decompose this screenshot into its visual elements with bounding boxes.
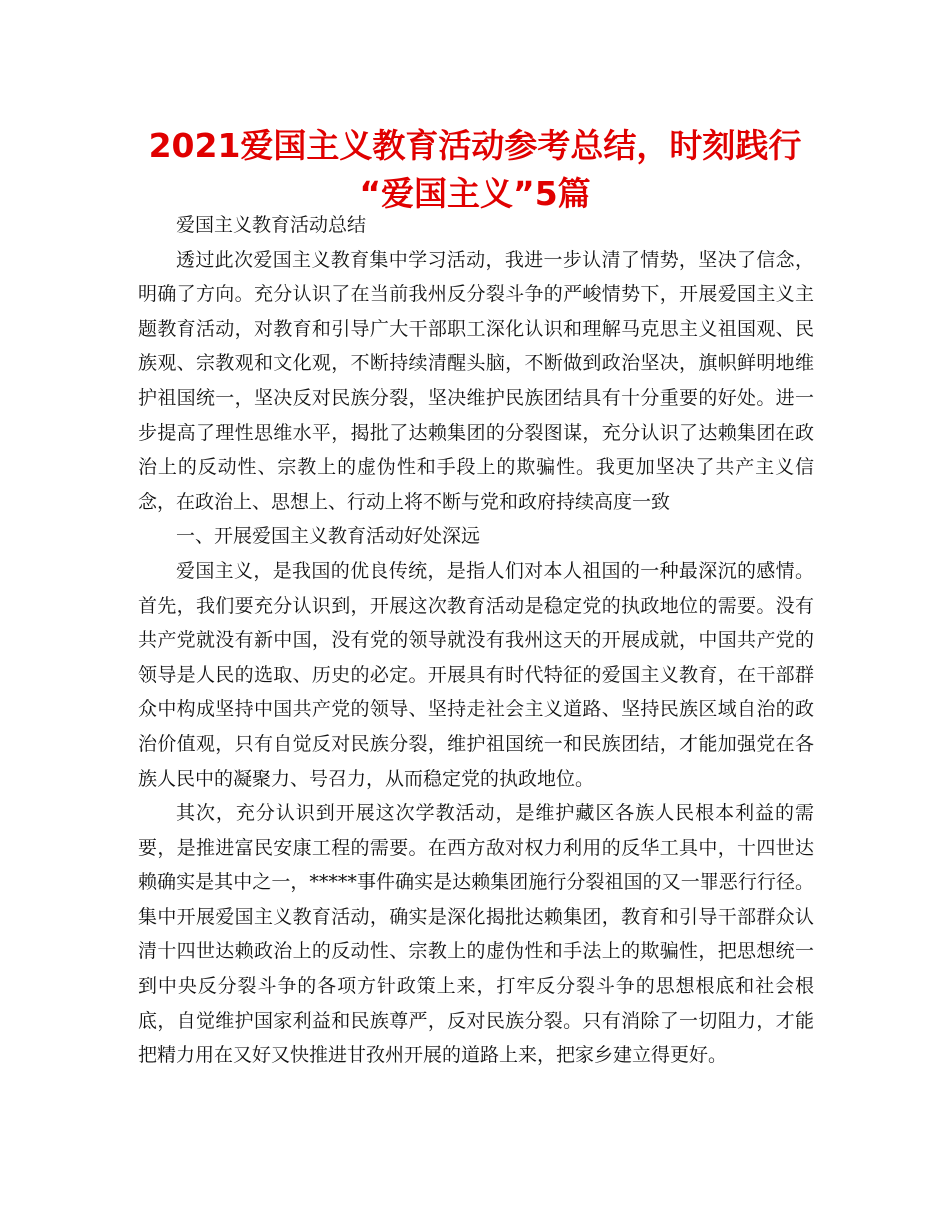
- title-line-2: “爱国主义”5篇: [359, 174, 591, 213]
- body-paragraph: 透过此次爱国主义教育集中学习活动，我进一步认清了情势，坚决了信念，明确了方向。充分认识了在当前我州反分裂斗争的严峻情势下，开展爱国主义主题教育活动，对教育和引导广大干部职工深化认识和理解马克思主义祖国观、民族观、宗教观和文化观，不断持续清醒头脑，不断做到政治坚决，旗帜鲜明地维护祖国统一，坚决反对民族分裂，坚决维护民族团结具有十分重要的好处。进一步提高了理性思维水平，揭批了达赖集团的分裂图谋，充分认识了达赖集团在政治上的反动性、宗教上的虚伪性和手段上的欺骗性。我更加坚决了共产主义信念，在政治上、思想上、行动上将不断与党和政府持续高度一致: [138, 248, 814, 513]
- body-paragraph: 爱国主义，是我国的优良传统，是指人们对本人祖国的一种最深沉的感情。首先，我们要充分认识到，开展这次教育活动是稳定党的执政地位的需要。没有共产党就没有新中国，没有党的领导就没有我州这天的开展成就，中国共产党的领导是人民的选取、历史的必定。开展具有时代特征的爱国主义教育，在干部群众中构成坚持中国共产党的领导、坚持走社会主义道路、坚持民族区域自治的政治价值观，只有自觉反对民族分裂，维护祖国统一和民族团结，才能加强党在各族人民中的凝聚力、号召力，从而稳定党的执政地位。: [138, 559, 814, 790]
- title-line-1: 2021爱国主义教育活动参考总结，时刻践行: [148, 126, 802, 165]
- section-heading: 一、开展爱国主义教育活动好处深远: [176, 525, 481, 548]
- document-title: [120, 122, 830, 218]
- body-paragraph: 其次，充分认识到开展这次学教活动，是维护藏区各族人民根本利益的需要，是推进富民安康工程的需要。在西方敌对权力利用的反华工具中，十四世达赖确实是其中之一，*****事件确实是达赖集团施行分裂祖国的又一罪恶行行径。集中开展爱国主义教育活动，确实是深化揭批达赖集团，教育和引导干部群众认清十四世达赖政治上的反动性、宗教上的虚伪性和手法上的欺骗性，把思想统一到中央反分裂斗争的各项方针政策上来，打牢反分裂斗争的思想根底和社会根底，自觉维护国家利益和民族尊严，反对民族分裂。只有消除了一切阻力，才能把精力用在又好又快推进甘孜州开展的道路上来，把家乡建立得更好。: [138, 802, 814, 1067]
- document-body: [138, 208, 814, 1073]
- subtitle-paragraph: 爱国主义教育活动总结: [176, 214, 367, 236]
